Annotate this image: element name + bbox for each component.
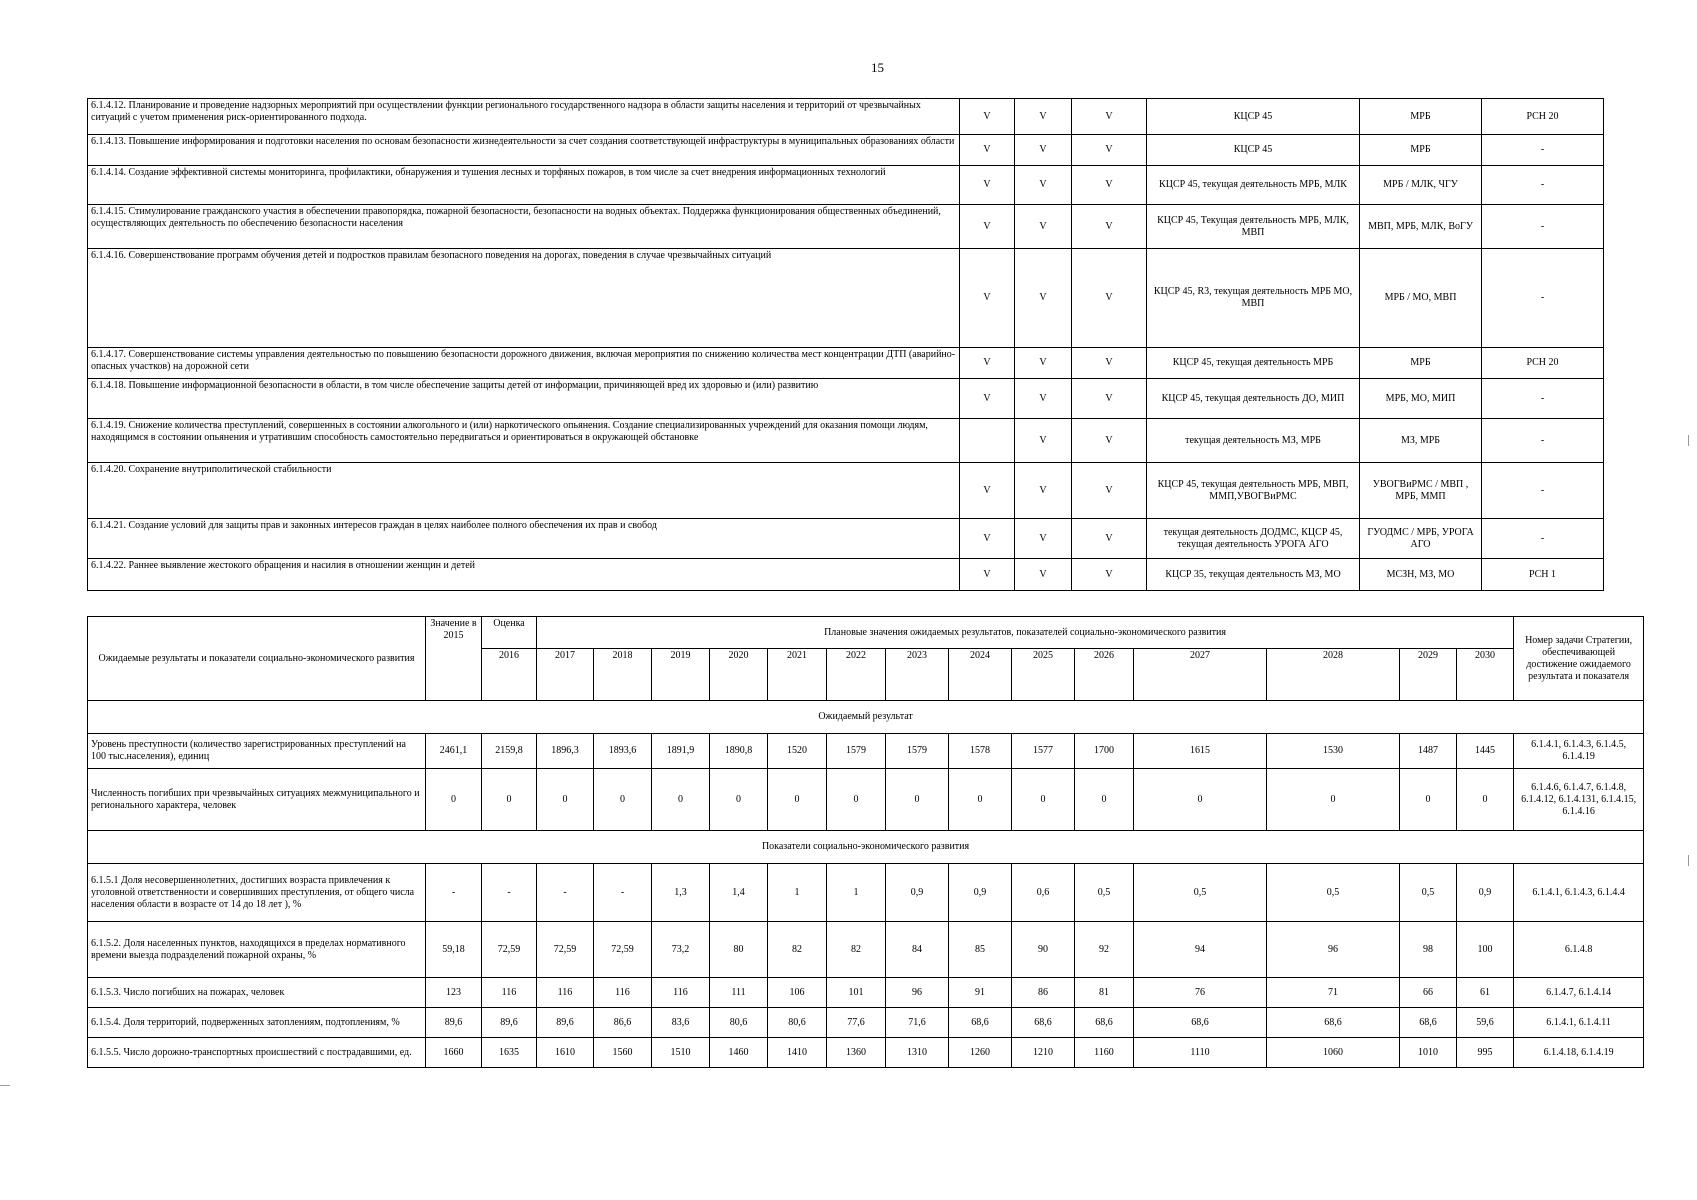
indicator-value: 1445 [1457,734,1514,769]
rsn-code: РСН 20 [1482,348,1604,379]
indicator-value: 0 [482,769,537,831]
indicator-value: 0,5 [1075,864,1134,922]
check-mark-1: V [960,379,1015,419]
check-mark-3: V [1072,249,1147,348]
check-mark-2: V [1015,135,1072,166]
indicator-value: 77,6 [827,1008,886,1038]
indicator-value: 0 [710,769,768,831]
indicator-row [88,978,1644,1008]
year-header: 2021 [768,649,827,701]
indicator-value: 1460 [710,1038,768,1068]
indicator-value: 71,6 [886,1008,949,1038]
indicator-label: Уровень преступности (количество зарегистрированных преступлений на 100 тыс.населения), единиц [88,734,426,769]
indicator-value: 98 [1400,922,1457,978]
indicator-value: 68,6 [1400,1008,1457,1038]
indicator-value: 68,6 [1267,1008,1400,1038]
indicator-label: 6.1.5.4. Доля территорий, подверженных затоплениям, подтоплениям, % [88,1008,426,1038]
executor: МВП, МРБ, МЛК, ВоГУ [1360,205,1482,249]
header-indicator: Ожидаемые результаты и показатели социально-экономического развития [88,617,426,701]
measure-text: 6.1.4.22. Раннее выявление жестокого обращения и насилия в отношении женщин и детей [88,559,960,591]
indicator-value: 0 [652,769,710,831]
indicator-value: 0 [1457,769,1514,831]
indicator-value: 68,6 [1012,1008,1075,1038]
check-mark-1 [960,419,1015,463]
check-mark-1: V [960,205,1015,249]
indicator-value: 71 [1267,978,1400,1008]
funding-source: КЦСР 45, Текущая деятельность МРБ, МЛК, МВП [1147,205,1360,249]
indicator-value: 0 [594,769,652,831]
check-mark-1: V [960,249,1015,348]
indicator-value: 82 [768,922,827,978]
indicator-value: 81 [1075,978,1134,1008]
indicator-value: 80,6 [710,1008,768,1038]
indicator-value: 0,5 [1134,864,1267,922]
indicator-value: 1310 [886,1038,949,1068]
indicator-value: 2461,1 [426,734,482,769]
rsn-code: РСН 20 [1482,99,1604,135]
indicator-value: 61 [1457,978,1514,1008]
indicator-value: 68,6 [1075,1008,1134,1038]
check-mark-3: V [1072,99,1147,135]
year-header: 2016 [482,649,537,701]
indicator-value: 96 [886,978,949,1008]
indicator-value: 80,6 [768,1008,827,1038]
indicator-value: 86,6 [594,1008,652,1038]
check-mark-2: V [1015,559,1072,591]
measure-text: 6.1.4.20. Сохранение внутриполитической стабильности [88,463,960,519]
indicator-value: 1577 [1012,734,1075,769]
check-mark-1: V [960,519,1015,559]
rsn-code: - [1482,249,1604,348]
check-mark-3: V [1072,205,1147,249]
measure-text: 6.1.4.21. Создание условий для защиты прав и законных интересов граждан в целях наиболее полного обеспечения их прав и свобод [88,519,960,559]
check-mark-2: V [1015,419,1072,463]
indicator-value: 0 [1075,769,1134,831]
check-mark-3: V [1072,519,1147,559]
indicator-value: 89,6 [426,1008,482,1038]
measures-table [87,98,1604,591]
measure-text: 6.1.4.13. Повышение информирования и подготовки населения по основам безопасности жизнедеятельности за счет создания соответствующей инфраструктуры в муниципальных образованиях области [88,135,960,166]
task-number: 6.1.4.6, 6.1.4.7, 6.1.4.8, 6.1.4.12, 6.1.4.131, 6.1.4.15, 6.1.4.16 [1514,769,1644,831]
indicator-value: 0 [1267,769,1400,831]
indicator-value: 1700 [1075,734,1134,769]
measure-text: 6.1.4.18. Повышение информационной безопасности в области, в том числе обеспечение защиты детей от информации, причиняющей вред их здоровью и (или) развитию [88,379,960,419]
year-header: 2025 [1012,649,1075,701]
check-mark-2: V [1015,249,1072,348]
indicator-value: 1660 [426,1038,482,1068]
indicator-value: 1110 [1134,1038,1267,1068]
measure-row [88,519,1604,559]
indicator-value: 106 [768,978,827,1008]
task-number: 6.1.4.1, 6.1.4.3, 6.1.4.4 [1514,864,1644,922]
indicator-value: 1890,8 [710,734,768,769]
indicator-value: 89,6 [537,1008,594,1038]
check-mark-3: V [1072,559,1147,591]
indicator-row [88,734,1644,769]
margin-mark [1688,855,1689,866]
year-header: 2017 [537,649,594,701]
indicator-value: 0 [1400,769,1457,831]
check-mark-1: V [960,135,1015,166]
measure-row [88,419,1604,463]
margin-mark [0,1085,10,1086]
executor: МРБ / МО, МВП [1360,249,1482,348]
margin-mark [1688,435,1689,446]
indicator-value: 0,5 [1267,864,1400,922]
indicator-value: 94 [1134,922,1267,978]
check-mark-1: V [960,559,1015,591]
indicator-value: 0 [949,769,1012,831]
executor: МРБ / МЛК, ЧГУ [1360,166,1482,205]
indicator-value: 85 [949,922,1012,978]
indicator-value: 68,6 [949,1008,1012,1038]
indicator-value: 1520 [768,734,827,769]
indicator-value: 100 [1457,922,1514,978]
indicator-value: 73,2 [652,922,710,978]
indicator-value: 89,6 [482,1008,537,1038]
task-number: 6.1.4.18, 6.1.4.19 [1514,1038,1644,1068]
year-header: 2029 [1400,649,1457,701]
check-mark-2: V [1015,166,1072,205]
rsn-code: - [1482,519,1604,559]
executor: МРБ, МО, МИП [1360,379,1482,419]
funding-source: КЦСР 45, текущая деятельность ДО, МИП [1147,379,1360,419]
indicator-value: 59,6 [1457,1008,1514,1038]
measure-row [88,379,1604,419]
check-mark-1: V [960,99,1015,135]
funding-source: КЦСР 35, текущая деятельность МЗ, МО [1147,559,1360,591]
check-mark-3: V [1072,348,1147,379]
rsn-code: - [1482,419,1604,463]
indicator-value: 1510 [652,1038,710,1068]
rsn-code: РСН 1 [1482,559,1604,591]
check-mark-1: V [960,463,1015,519]
indicator-value: 1,4 [710,864,768,922]
indicator-value: 90 [1012,922,1075,978]
indicator-row [88,1038,1644,1068]
check-mark-1: V [960,166,1015,205]
rsn-code: - [1482,166,1604,205]
indicator-value: 995 [1457,1038,1514,1068]
year-header: 2028 [1267,649,1400,701]
indicator-value: 76 [1134,978,1267,1008]
rsn-code: - [1482,379,1604,419]
indicator-value: 82 [827,922,886,978]
indicator-value: 72,59 [482,922,537,978]
year-header: 2019 [652,649,710,701]
check-mark-3: V [1072,419,1147,463]
year-header: 2030 [1457,649,1514,701]
indicator-value: 116 [537,978,594,1008]
indicator-value: 1578 [949,734,1012,769]
measure-row [88,99,1604,135]
measure-row [88,463,1604,519]
executor: МРБ [1360,348,1482,379]
indicator-label: Численность погибших при чрезвычайных ситуациях межмуниципального и регионального характера, человек [88,769,426,831]
check-mark-2: V [1015,205,1072,249]
section-indicators-row [88,831,1644,864]
measure-row [88,205,1604,249]
header-planned: Плановые значения ожидаемых результатов, показателей социально-экономического развития [537,617,1514,649]
indicator-value: 84 [886,922,949,978]
year-header: 2022 [827,649,886,701]
indicator-value: 68,6 [1134,1008,1267,1038]
year-header: 2027 [1134,649,1267,701]
rsn-code: - [1482,463,1604,519]
check-mark-3: V [1072,379,1147,419]
indicator-value: 111 [710,978,768,1008]
indicator-value: 1896,3 [537,734,594,769]
indicator-value: 1560 [594,1038,652,1068]
results-header-row [88,617,1644,649]
measure-row [88,135,1604,166]
header-value-2015: Значение в 2015 [426,617,482,701]
year-header: 2024 [949,649,1012,701]
funding-source: КЦСР 45, текущая деятельность МРБ [1147,348,1360,379]
indicator-value: 116 [652,978,710,1008]
indicator-value: 0,5 [1400,864,1457,922]
check-mark-3: V [1072,135,1147,166]
indicator-value: 80 [710,922,768,978]
section-expected-row [88,701,1644,734]
check-mark-2: V [1015,99,1072,135]
indicator-value: - [482,864,537,922]
indicator-value: 0,9 [1457,864,1514,922]
check-mark-2: V [1015,463,1072,519]
check-mark-2: V [1015,379,1072,419]
rsn-code: - [1482,135,1604,166]
funding-source: КЦСР 45, текущая деятельность МРБ, МВП, ММП,УВОГВиРМС [1147,463,1360,519]
page-number: 15 [871,60,884,75]
indicator-value: - [537,864,594,922]
indicator-label: 6.1.5.2. Доля населенных пунктов, находящихся в пределах нормативного времени выезда подразделений пожарной охраны, % [88,922,426,978]
header-estimate: Оценка [482,617,537,649]
indicator-value: 1060 [1267,1038,1400,1068]
indicator-value: 72,59 [537,922,594,978]
executor: МСЗН, МЗ, МО [1360,559,1482,591]
indicator-value: 2159,8 [482,734,537,769]
funding-source: текущая деятельность МЗ, МРБ [1147,419,1360,463]
measure-row [88,348,1604,379]
indicator-value: 0 [827,769,886,831]
year-header: 2018 [594,649,652,701]
section-expected: Ожидаемый результат [88,701,1644,734]
executor: МРБ [1360,135,1482,166]
measure-text: 6.1.4.12. Планирование и проведение надзорных мероприятий при осуществлении функции регионального государственного надзора в области защиты населения и территорий от чрезвычайных ситуаций с учетом применения риск-ориентированного подхода. [88,99,960,135]
indicator-value: 0 [537,769,594,831]
check-mark-2: V [1015,348,1072,379]
indicator-label: 6.1.5.1 Доля несовершеннолетних, достигших возраста привлечения к уголовной ответственности и совершивших преступления, от общего числа населения области в возрасте от 14 до 18 лет ), % [88,864,426,922]
indicator-value: 96 [1267,922,1400,978]
indicator-value: 1410 [768,1038,827,1068]
indicator-label: 6.1.5.3. Число погибших на пожарах, человек [88,978,426,1008]
executor: МЗ, МРБ [1360,419,1482,463]
task-number: 6.1.4.7, 6.1.4.14 [1514,978,1644,1008]
indicator-label: 6.1.5.5. Число дорожно-транспортных происшествий с пострадавшими, ед. [88,1038,426,1068]
indicator-row [88,922,1644,978]
rsn-code: - [1482,205,1604,249]
indicator-value: 1010 [1400,1038,1457,1068]
indicator-value: 92 [1075,922,1134,978]
measure-row [88,166,1604,205]
indicator-value: 0,9 [886,864,949,922]
funding-source: КЦСР 45 [1147,99,1360,135]
year-header: 2023 [886,649,949,701]
indicator-value: 66 [1400,978,1457,1008]
indicator-value: - [426,864,482,922]
header-task-number: Номер задачи Стратегии, обеспечивающей достижение ожидаемого результата и показателя [1514,617,1644,701]
indicator-value: 1635 [482,1038,537,1068]
check-mark-3: V [1072,463,1147,519]
indicator-value: 0,6 [1012,864,1075,922]
indicator-value: 1487 [1400,734,1457,769]
executor: ГУОДМС / МРБ, УРОГА АГО [1360,519,1482,559]
indicator-value: 1,3 [652,864,710,922]
indicator-value: 123 [426,978,482,1008]
indicator-value: 59,18 [426,922,482,978]
indicator-value: 1610 [537,1038,594,1068]
measure-row [88,249,1604,348]
measure-text: 6.1.4.17. Совершенствование системы управления деятельностью по повышению безопасности дорожного движения, включая мероприятия по снижению количества мест концентрации ДТП (аварийно-опасных участков) на дорожной сети [88,348,960,379]
measure-text: 6.1.4.19. Снижение количества преступлений, совершенных в состоянии алкогольного и (или) наркотического опьянения. Создание специализированных учреждений для оказания помощи людям, находящимся в состоянии опьянения и утратившим способность самостоятельно передвигаться и ориентироваться в окружающей обстановке [88,419,960,463]
indicator-value: 116 [482,978,537,1008]
executor: УВОГВиРМС / МВП , МРБ, ММП [1360,463,1482,519]
measure-text: 6.1.4.14. Создание эффективной системы мониторинга, профилактики, обнаружения и тушения лесных и торфяных пожаров, в том числе за счет внедрения информационных технологий [88,166,960,205]
indicator-value: 116 [594,978,652,1008]
indicator-row [88,864,1644,922]
indicator-value: 0 [886,769,949,831]
measure-text: 6.1.4.16. Совершенствование программ обучения детей и подростков правилам безопасного поведения на дорогах, поведения в случае чрезвычайных ситуаций [88,249,960,348]
indicator-value: 1360 [827,1038,886,1068]
indicator-value: 101 [827,978,886,1008]
indicator-value: 1260 [949,1038,1012,1068]
executor: МРБ [1360,99,1482,135]
year-header: 2020 [710,649,768,701]
indicator-value: 0,9 [949,864,1012,922]
indicator-value: 1530 [1267,734,1400,769]
funding-source: КЦСР 45, текущая деятельность МРБ, МЛК [1147,166,1360,205]
task-number: 6.1.4.1, 6.1.4.3, 6.1.4.5, 6.1.4.19 [1514,734,1644,769]
indicator-value: 0 [768,769,827,831]
indicator-value: 0 [1134,769,1267,831]
indicator-value: 1891,9 [652,734,710,769]
check-mark-2: V [1015,519,1072,559]
indicator-value: 1579 [827,734,886,769]
funding-source: КЦСР 45 [1147,135,1360,166]
check-mark-3: V [1072,166,1147,205]
check-mark-1: V [960,348,1015,379]
indicator-value: 1893,6 [594,734,652,769]
indicator-value: - [594,864,652,922]
indicator-value: 72,59 [594,922,652,978]
indicator-row [88,769,1644,831]
indicator-row [88,1008,1644,1038]
indicator-value: 1210 [1012,1038,1075,1068]
indicator-value: 1 [768,864,827,922]
measure-row [88,559,1604,591]
task-number: 6.1.4.8 [1514,922,1644,978]
indicator-value: 91 [949,978,1012,1008]
indicator-value: 0 [1012,769,1075,831]
indicator-value: 1579 [886,734,949,769]
results-table [87,616,1644,1068]
year-header: 2026 [1075,649,1134,701]
indicator-value: 86 [1012,978,1075,1008]
indicator-value: 1615 [1134,734,1267,769]
indicator-value: 1 [827,864,886,922]
task-number: 6.1.4.1, 6.1.4.11 [1514,1008,1644,1038]
section-indicators: Показатели социально-экономического развития [88,831,1644,864]
indicator-value: 83,6 [652,1008,710,1038]
indicator-value: 0 [426,769,482,831]
funding-source: текущая деятельность ДОДМС, КЦСР 45, текущая деятельность УРОГА АГО [1147,519,1360,559]
funding-source: КЦСР 45, R3, текущая деятельность МРБ МО, МВП [1147,249,1360,348]
indicator-value: 1160 [1075,1038,1134,1068]
measure-text: 6.1.4.15. Стимулирование гражданского участия в обеспечении правопорядка, пожарной безопасности, безопасности на водных объектах. Поддержка функционирования общественных объединений, осуществляющих деятельность по обеспечению безопасности населения [88,205,960,249]
